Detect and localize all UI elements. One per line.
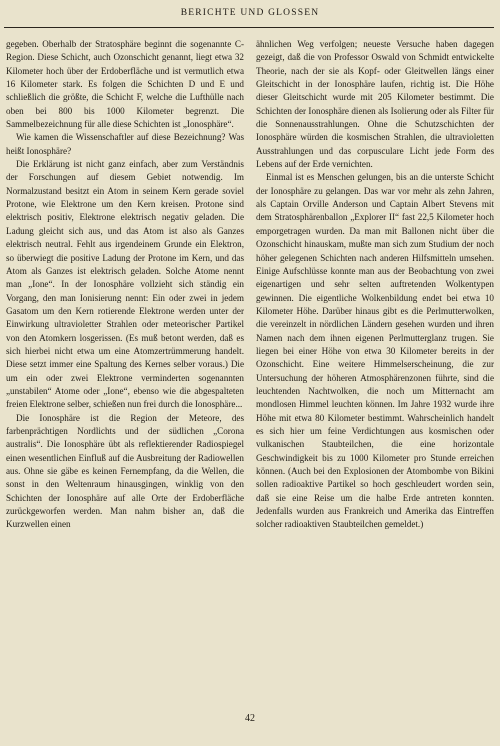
paragraph: gegeben. Oberhalb der Stratosphäre beginnt die sogenannte C-Region. Diese Schicht, auch Ozonschicht genannt, liegt etwa 32 Kilometer hoch über der Erdoberfläche und ist vermutlich etwa 16 Kilometer stark. Es folgen die Schichten D und E und schließlich die größte, die Schicht F, welche die Lufthülle nach oben bei 800 bis 1000 Kilometer begrenzt. Die Sammelbezeichnung für alle diese Schichten ist „Ionosphäre“. xyxy=(6,39,244,130)
paragraph: Die Ionosphäre ist die Region der Meteore, des farbenprächtigen Nordlichts und der südlichen „Corona australis“. Die Ionosphäre übt als reflektierender Radiospiegel einen wesentlichen Einfluß auf die Ausbreitung der Radiowellen aus. Ohne sie gäbe es keinen Fernempfang, da die Wellen, die sonst in den Weltenraum hinausgingen, winklig von den Schichten der Ionosphäre auf alle Orte der Erdoberfläche zurückgeworfen werden. Man nahm bisher an, daß die Kurzwellen einen xyxy=(6,412,244,530)
paragraph: Wie kamen die Wissenschaftler auf diese Bezeichnung? Was heißt Ionosphäre? xyxy=(6,132,244,156)
paragraph: Einmal ist es Menschen gelungen, bis an die unterste Schicht der Ionosphäre zu gelangen. Das war vor mehr als zehn Jahren, als Captain Orville Anderson und Captain Albert Stevens mit dem Stratosphärenballon „Explorer II“ fast 22,5 Kilometer hoch emporgetragen wurden. Da man mit Ballonen nicht über die Ozonschicht hinauskam, mußte man sich zum Studium der noch höher gelegenen Schichten nach anderen Hilfsmitteln umsehen. Einige Aufschlüsse konnte man aus der Beobachtung von zwei eigenartigen und sehr selten auftretenden Wolkentypen gewinnen. Die eigentliche Wolkenbildung endet bei etwa 10 Kilometer Höhe. Darüber hinaus gibt es die Perlmutterwolken, die vereinzelt in nördlichen Ländern gesehen wurden und ihren Namen nach dem ihnen eigenen Perlmutterglanz trugen. Sie liegen bei einer Höhe von etwa 30 Kilometer bereits in der Ozonschicht. Eine weitere Himmelserscheinung, die zur Untersuchung der höheren Atmosphärenzonen führte, sind die leuchtenden Nachtwolken, die noch um Mitternacht am mondlosen Himmel leuchten können. Im Jahre 1932 wurde ihre Höhe mit etwa 80 Kilometer bestimmt. Wahrscheinlich handelt es sich hier um feine Verdichtungen aus kosmischen oder vulkanischen Staubteilchen, die eine horizontale Geschwindigkeit bis zu 1000 Kilometer pro Stunde erreichen können. (Auch bei den Explosionen der Atombombe von Bikini sollen radioaktive Partikel so hoch geschleudert worden sein, daß sie eine Reise um die halbe Erde antreten konnten. Jedenfalls wurden aus Frankreich und Amerika das Eintreffen solcher radioaktiven Staubteilchen gemeldet.) xyxy=(256,172,494,530)
right-column xyxy=(256,38,494,532)
paragraph: ähnlichen Weg verfolgen; neueste Versuche haben dagegen gezeigt, daß die von Professor Oswald von Schmidt entwickelte Theorie, nach der sie als Kopf- oder Gleitwellen längs einer Gleitschicht in der Ionosphäre laufen, richtig ist. Die Höhe dieser Gleitschicht wurde mit 205 Kilometer bestimmt. Die Schichten der Ionosphäre dienen als Isolierung oder als Filter für die Sonnenausstrahlungen. Ohne die Schutzschichten der Ionosphäre würden die kosmischen Strahlen, die ultravioletten Ausstrahlungen und das corpusculare Licht jede Form des Lebens auf der Erde vernichten. xyxy=(256,39,494,170)
running-head: BERICHTE UND GLOSSEN xyxy=(180,8,320,18)
left-column xyxy=(6,38,244,532)
page-number: 42 xyxy=(245,713,255,724)
paragraph: Die Erklärung ist nicht ganz einfach, aber zum Verständnis der Forschungen auf diesem Gebiet notwendig. Im Normalzustand besitzt ein Atom in seinem Kern gerade soviel Protone, wie Elektrone um den Kern kreisen. Protone sind elektrisch positiv, Elektrone elektrisch negativ geladen. Die Ladung gleicht sich aus, und das Atom ist also als Ganzes elektrisch neutral. Fehlt aus irgendeinem Grunde ein Elektron, so überwiegt die positive Ladung der Protone im Kern, und das Atom als Ganzes ist elektrisch geladen. Solche Atome nennt man „Ione“. In der Ionosphäre vollzieht sich ständig ein Vorgang, den man Ionisierung nennt: Ein oder zwei in jedem Gasatom um den Kern rotierende Elektrone werden unter der Einwirkung ultravioletter Strahlen oder meteorischer Partikel von den Atomkern losgerissen. (Es muß betont werden, daß es sich hierbei nicht etwa um eine Atomzertrümmerung handelt. Diese setzt immer eine Spaltung des Kernes selber voraus.) Die um ein oder zwei Elektrone verminderten sogenannten „unstabilen“ Atome oder „Ione“, ebenso wie die abgespalteten freien Elektrone selber, schießen nun frei durch die Ionosphäre... xyxy=(6,159,244,410)
header-rule xyxy=(4,27,494,28)
